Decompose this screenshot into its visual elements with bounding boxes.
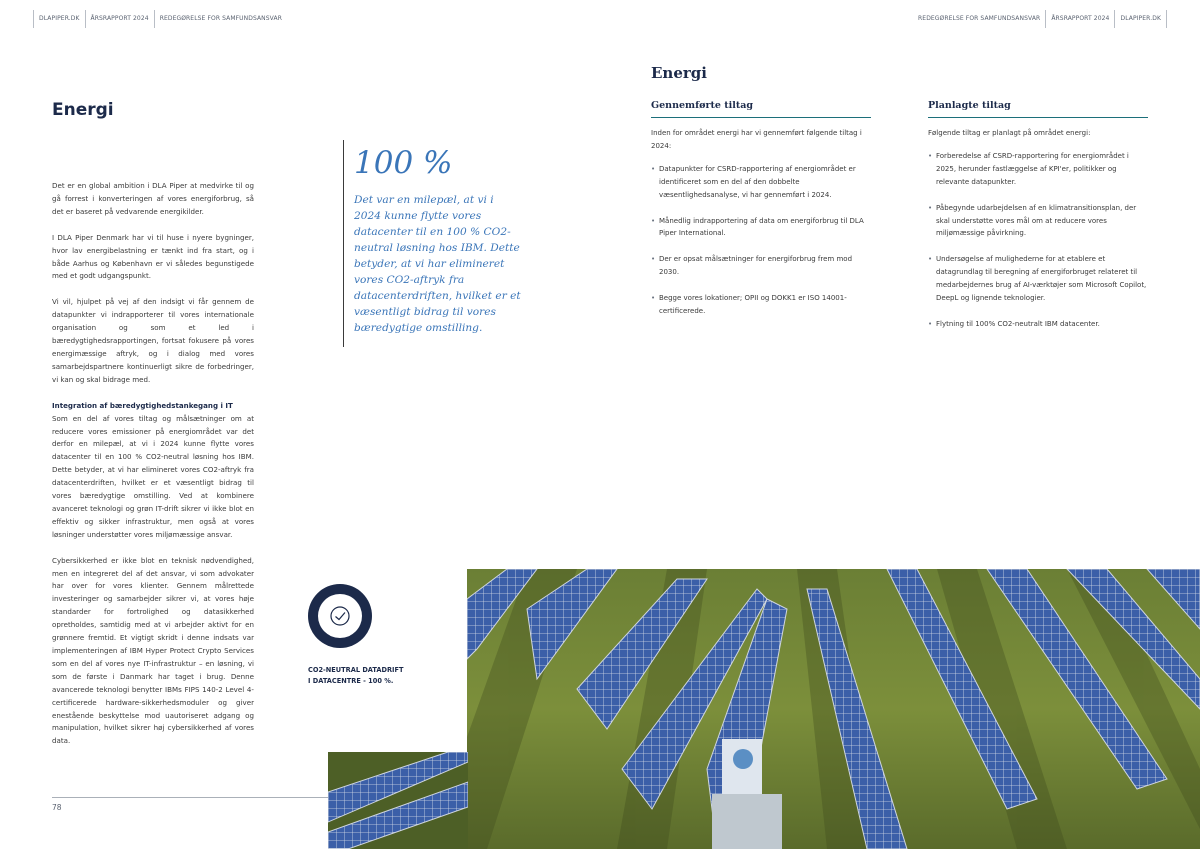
column-heading: Gennemførte tiltag bbox=[651, 100, 871, 118]
column-intro: Inden for området energi har vi gennemført følgende tiltag i 2024: bbox=[651, 129, 862, 150]
body-text-column bbox=[52, 180, 254, 761]
column-heading: Planlagte tiltag bbox=[928, 100, 1148, 118]
planned-actions-column bbox=[928, 100, 1148, 344]
completed-actions-column bbox=[651, 100, 871, 331]
footer-rule bbox=[52, 797, 328, 798]
paragraph: Vi vil, hjulpet på vej af den indsigt vi får gennem de datapunkter vi indrapporterer til vores internationale organisation og som et led i bæredygtighedsrapportingen, fortsat fokusere på vores energimæssige aftryk, og i dialog med vores samarbejdspartnere kontinuerligt sikre de forbedringer, vi kan og skal bidrage med. bbox=[52, 297, 254, 384]
header-report: ÅRSRAPPORT 2024 bbox=[1046, 10, 1115, 28]
column-intro: Følgende tiltag er planlagt på området energi: bbox=[928, 129, 1091, 137]
header-right bbox=[913, 10, 1167, 28]
badge-label-line: I DATACENTRE - 100 %. bbox=[308, 677, 394, 685]
paragraph: Cybersikkerhed er ikke blot en teknisk nødvendighed, men en integreret del af det ansvar, vi som advokater har over for vores klienter. Gennem målrettede investeringer og samarbejder sikrer vi, at vores høje standarder for fortrolighed og datasikkerhed opretholdes, samtidig med at vi arbejder aktivt for en grønnere fremtid. Et vigtigt skridt i denne indsats var implementeringen af IBM Hyper Protect Crypto Services som en del af vores nye IT-infrastruktur – en løsning, vi som de første i Danmark har taget i brug. Denne avancerede teknologi benytter IBMs FIPS 140-2 Level 4-certificerede hardware-sikkerhedsmoduler og giver enestående beskyttelse mod uautoriseret adgang og manipulation, hvilket sikrer høj cybersikkerhed af vores data. bbox=[52, 555, 254, 746]
paragraph: I DLA Piper Denmark har vi til huse i nyere bygninger, hvor lav energibelastning er tænkt ind fra start, og i både Aarhus og København er vi således begunstigede med et godt udgangspunkt. bbox=[52, 232, 254, 281]
header-section: REDEGØRELSE FOR SAMFUNDSANSVAR bbox=[154, 10, 287, 28]
list-item: • Der er opsat målsætninger for energiforbrug frem mod 2030. bbox=[651, 253, 871, 279]
quote-text: Det var en milepæl, at vi i 2024 kunne flytte vores datacenter til en 100 % CO2-neutral løsning hos IBM. Dette betyder, at vi har elimineret vores CO2-aftryk fra datacenterdriften, hvilket er et væsentligt bidrag til vores bæredygtige omstilling. bbox=[354, 194, 521, 334]
badge-label bbox=[308, 665, 418, 687]
quote-figure: 100 % bbox=[354, 145, 453, 181]
badge-label-line: CO2-NEUTRAL DATADRIFT bbox=[308, 666, 404, 674]
paragraph: Som en del af vores tiltag og målsætninger om at reducere vores emissioner på energiområdet var det derfor en milepæl, at vi i 2024 kunne flytte vores datacenter til en 100 % CO2-neutral løsning hos IBM. Dette betyder, at vi har elimineret vores CO2-aftryk fra datacenterdriften, hvilket er et væsentligt bidrag til vores bæredygtige omstilling. Ved at kombinere avanceret teknologi og grøn IT-drift sikrer vi ikke blot en effektiv og sikker infrastruktur, men også at vores løsninger understøtter vores miljømæssige ansvar. bbox=[52, 413, 254, 539]
bullet-list bbox=[651, 163, 871, 318]
header-section: REDEGØRELSE FOR SAMFUNDSANSVAR bbox=[913, 10, 1046, 28]
list-item: • Flytning til 100% CO2-neutralt IBM datacenter. bbox=[928, 318, 1148, 331]
checkmark-badge-icon bbox=[308, 584, 372, 648]
list-item: • Forberedelse af CSRD-rapportering for energiområdet i 2025, herunder fastlæggelse af KPI'er, politikker og relevante datapunkter. bbox=[928, 150, 1148, 189]
header-site[interactable]: DLAPIPER.DK bbox=[1115, 10, 1167, 28]
list-item: • Begge vores lokationer; OPII og DOKK1 er ISO 14001-certificerede. bbox=[651, 292, 871, 318]
list-item: • Påbegynde udarbejdelsen af en klimatransitionsplan, der skal understøtte vores mål om at reducere vores miljømæssige påvirkning. bbox=[928, 202, 1148, 241]
list-item: • Månedlig indrapportering af data om energiforbrug til DLA Piper International. bbox=[651, 215, 871, 241]
header-left bbox=[33, 10, 287, 28]
bullet-list bbox=[928, 150, 1148, 331]
list-item: • Datapunkter for CSRD-rapportering af energiområdet er identificeret som en del af den dobbelte væsentlighedsanalyse, vi har gennemført i 2024. bbox=[651, 163, 871, 202]
header-site[interactable]: DLAPIPER.DK bbox=[33, 10, 85, 28]
solar-panel-field-photo bbox=[467, 569, 1200, 849]
pull-quote bbox=[343, 140, 523, 347]
list-item: • Undersøgelse af mulighederne for at etablere et datagrundlag til beregning af energiforbruget relateret til medarbejdernes brug af AI-værktøjer som Microsoft Copilot, DeepL og lignende teknologier. bbox=[928, 253, 1148, 305]
page-number: 78 bbox=[52, 803, 62, 812]
paragraph: Det er en global ambition i DLA Piper at medvirke til og gå forrest i konverteringen af vores energiforbrug, så det er baseret på vedvarende energikilder. bbox=[52, 181, 254, 216]
left-page-title: Energi bbox=[52, 100, 114, 120]
header-report: ÅRSRAPPORT 2024 bbox=[85, 10, 154, 28]
right-page-title: Energi bbox=[651, 64, 707, 82]
solar-panel-field-photo bbox=[328, 752, 468, 849]
subheading: Integration af bæredygtighedstankegang i IT bbox=[52, 400, 233, 410]
